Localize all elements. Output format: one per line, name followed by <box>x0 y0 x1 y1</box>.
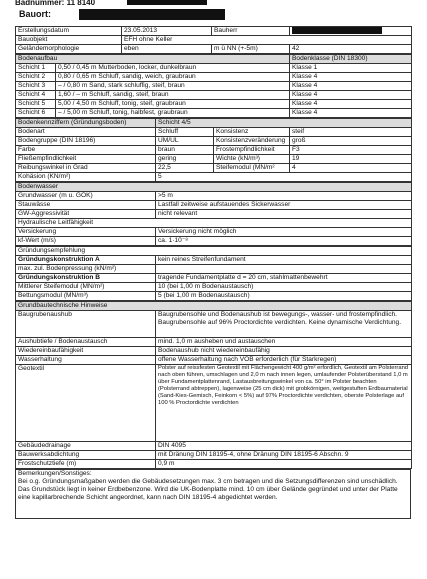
bemerkungen-cell <box>16 470 411 519</box>
kennziffer-label: Konsistenz <box>214 128 290 137</box>
kennziffer-value: Schluff <box>156 128 214 137</box>
kennziffer-label: Bodenart <box>16 128 156 137</box>
baugrube-label: Baugrubenaushub <box>16 311 156 338</box>
schicht-label: Schicht 3 <box>16 82 56 91</box>
erstellungsdatum-value: 23.05.2013 <box>122 27 212 36</box>
hinweise-table <box>15 301 412 469</box>
konstB-label: Gründungskonstruktion B <box>16 274 156 283</box>
wasser-label: Versickerung <box>16 228 156 237</box>
kennziffer-row <box>16 128 412 137</box>
kennziffer-row <box>16 164 412 173</box>
konstA-value: kein reines Streifenfundament <box>156 256 412 265</box>
gruendung-table <box>15 246 412 301</box>
schicht-desc: 1,60 / – m Schluff, sandig, steif, braun <box>56 91 290 100</box>
schicht-desc: 0,80 / 0,65 m Schluff, sandig, weich, graubraun <box>56 73 290 82</box>
aushub-label: Aushubtiefe / Bodenaustausch <box>16 338 156 347</box>
redacted-box-top <box>127 0 207 5</box>
wasser-row <box>16 192 412 201</box>
erstellungsdatum-label: Erstellungsdatum <box>16 27 122 36</box>
schicht-row <box>16 73 412 82</box>
kennziffer-label: Wichte (kN/m³) <box>214 155 290 164</box>
kennziffer-row <box>16 146 412 155</box>
nn-label: m ü NN (+-5m) <box>212 45 290 54</box>
kennziffer-label: Bodengruppe (DIN 18196) <box>16 137 156 146</box>
schicht-desc: 5,00 / 4,50 m Schluff, tonig, steif, graubraun <box>56 100 290 109</box>
gelaende-value: eben <box>122 45 212 54</box>
wasser-value: >5 m <box>156 192 412 201</box>
kennziffer-value: groß <box>290 137 412 146</box>
bodenklasse-title: Bodenklasse (DIN 18300) <box>290 55 412 64</box>
kennziffer-value: 5 <box>156 173 412 182</box>
kennziffer-label: Steifemodul (MN/m² <box>214 164 290 173</box>
wasser-label: Hydraulische Leitfähigkeit <box>16 219 412 228</box>
report-header <box>15 0 411 26</box>
kennziffer-value: braun <box>156 146 214 155</box>
schicht-klasse: Klasse 4 <box>290 73 412 82</box>
baugrube-value: Baugrubensohle und Bodenaushub ist bewegungs-, wasser- und frostempfindlich. Baugrubensohle auf 96% Proctordichte verdichten. Keine dynamische Verdichtung. <box>156 311 412 338</box>
konstB-value: tragende Fundamentplatte d = 20 cm, stahlmattenbewehrt <box>156 274 412 283</box>
kennziffer-label: Reibungswinkel in Grad <box>16 164 156 173</box>
kennziffer-value: 4 <box>290 164 412 173</box>
kennziffer-value: steif <box>290 128 412 137</box>
kennziffer-label: Konsistenzveränderung <box>214 137 290 146</box>
redacted-bauort <box>79 9 225 20</box>
bauherr-label: Bauherr <box>212 27 290 36</box>
drainage-label: Gebäudedrainage <box>16 442 156 451</box>
bodenwasser-table <box>15 182 412 246</box>
meta-table <box>15 26 412 54</box>
schicht-klasse: Klasse 4 <box>290 109 412 118</box>
bemerkungen-text: Bei o.g. Gründungsmaßgaben werden die Gebäudesetzungen max. 3 cm betragen und die Setzungsdifferenzen sind unschädlich. Das Grundstück liegt in keiner Erdbebenzone. Wird die UK-Bodenplatte mind. 10 cm über Gelände gegründet und unter der Platte eine kapillarbrechende Schicht angeordnet, kann nach DIN 18195-4 abgedichtet werden. <box>18 478 398 502</box>
schicht-row <box>16 82 412 91</box>
wasser-row <box>16 237 412 246</box>
nn-value: 42 <box>290 45 412 54</box>
konstA-label: Gründungskonstruktion A <box>16 256 156 265</box>
kennziffer-value: 19 <box>290 155 412 164</box>
kennziffer-row <box>16 155 412 164</box>
bodenwasser-title: Bodenwasser <box>16 183 412 192</box>
wasserhaltung-value: offene Wasserhaltung nach VOB erforderlich (für Starkregen) <box>156 356 412 365</box>
bodenaufbau-title: Bodenaufbau <box>16 55 290 64</box>
redacted-bauherr <box>292 27 382 34</box>
report-page <box>15 0 411 519</box>
kennziffer-row <box>16 137 412 146</box>
kennziffern-schicht: Schicht 4/5 <box>156 119 412 128</box>
wasser-label: GW-Aggressivität <box>16 210 156 219</box>
kennziffern-title: Bodenkennziffern (Gründungsboden) <box>16 119 156 128</box>
bettung-value: 5 (bei 1,00 m Bodenaustausch) <box>156 292 412 301</box>
wasser-value: Versickerung nicht möglich <box>156 228 412 237</box>
wasser-value: nicht relevant <box>156 210 412 219</box>
bauort-label: Bauort: <box>19 9 51 19</box>
wasser-label: Stauwässe <box>16 201 156 210</box>
kennziffer-label: Frostempfindlichkeit <box>214 146 290 155</box>
wasser-value: Lastfall zeitweise aufstauendes Sickerwasser <box>156 201 412 210</box>
gruendung-title: Gründungsempfehlung <box>16 247 412 256</box>
drainage-value: DIN 4095 <box>156 442 412 451</box>
schicht-label: Schicht 4 <box>16 91 56 100</box>
schicht-label: Schicht 5 <box>16 100 56 109</box>
hinweise-title: Grundbautechnische Hinweise <box>16 302 412 311</box>
steifemodul-label: Mittlerer Steifemodul (MN/m²) <box>16 283 156 292</box>
wasser-row <box>16 201 412 210</box>
frost-value: 0,9 m <box>156 460 412 469</box>
schicht-label: Schicht 6 <box>16 109 56 118</box>
wieder-label: Wiedereinbaufähigkeit <box>16 347 156 356</box>
wasser-label: kf-Wert (m/s) <box>16 237 156 246</box>
kennziffer-label: Farbe <box>16 146 156 155</box>
wasser-label: Grundwasser (m u. GOK) <box>16 192 156 201</box>
bemerkungen-table <box>15 469 411 519</box>
kennziffer-label: Fließempfindlichkeit <box>16 155 156 164</box>
schicht-row <box>16 64 412 73</box>
wasser-row <box>16 219 412 228</box>
schicht-row <box>16 91 412 100</box>
wasserhaltung-label: Wasserhaltung <box>16 356 156 365</box>
steifemodul-value: 10 (bei 1,00 m Bodenaustausch) <box>156 283 412 292</box>
wieder-value: Bodenaushub nicht wiedereinbaufähig <box>156 347 412 356</box>
kennziffer-value: 22,5 <box>156 164 214 173</box>
geotextil-label: Geotextil <box>16 365 156 442</box>
schicht-row <box>16 100 412 109</box>
bodenpressung-label: max. zul. Bodenpressung (kN/m²) <box>16 265 156 274</box>
schicht-desc: – / 5,00 m Schluff, tonig, halbfest, graubraun <box>56 109 290 118</box>
kennziffer-value: UM/UL <box>156 137 214 146</box>
bodenaufbau-table <box>15 54 412 118</box>
kennziffer-value: gering <box>156 155 214 164</box>
kennziffer-row <box>16 173 412 182</box>
kennziffern-table <box>15 118 412 182</box>
bettung-label: Bettungsmodul (MN/m³) <box>16 292 156 301</box>
kennziffer-label: Kohäsion (KN/m²) <box>16 173 156 182</box>
schicht-label: Schicht 1 <box>16 64 56 73</box>
schicht-klasse: Klasse 4 <box>290 91 412 100</box>
schicht-desc: 0,50 / 0,45 m Mutterboden, locker, dunkelbraun <box>56 64 290 73</box>
schicht-label: Schicht 2 <box>16 73 56 82</box>
cut-header-line: Badnummer: 11 8140 <box>15 0 96 6</box>
kennziffer-value: F3 <box>290 146 412 155</box>
wasser-row <box>16 228 412 237</box>
abdichtung-label: Bauwerksabdichtung <box>16 451 156 460</box>
bodenpressung-value <box>156 265 412 274</box>
schicht-desc: – / 0,80 m Sand, stark schluffig, steif, braun <box>56 82 290 91</box>
schicht-klasse: Klasse 4 <box>290 82 412 91</box>
schicht-klasse: Klasse 4 <box>290 100 412 109</box>
bauherr-value <box>290 27 412 36</box>
schicht-row <box>16 109 412 118</box>
bauobjekt-value: EFH ohne Keller <box>122 36 412 45</box>
bemerkungen-title: Bemerkungen/Sonstiges: <box>18 470 92 478</box>
abdichtung-value: mit Dränung DIN 18195-4, ohne Dränung DIN 18195-6 Abschn. 9 <box>156 451 412 460</box>
wasser-value: ca. 1·10⁻⁸ <box>156 237 412 246</box>
aushub-value: mind. 1,0 m ausheben und austauschen <box>156 338 412 347</box>
geotextil-value: Polster auf reissfesten Geotextil mit Flächengewicht 400 g/m² erfordlich, Geotextil am Polsterrand nach oben führen, umschlagen und 2,0 m nach innen legen, umlaufender Polsterüberstand 1,0 m über Fundamentplattenrand, Lastausbreitungswinkel von ca. 50° im Polster beachten (Polsterrand abtreppen), lagenweise (25 cm dick) mit grobkörnigen, weitgestuften Erdbaumaterial (Sand-Kies-Gemisch, Feinkorn < 5%) auf 97% Proctordichte verdichten, oberste Polsterlage auf 100 % Proctordichte verdichten <box>156 365 412 442</box>
wasser-row <box>16 210 412 219</box>
schicht-klasse: Klasse 1 <box>290 64 412 73</box>
bauobjekt-label: Bauobjekt <box>16 36 122 45</box>
gelaende-label: Geländemorphologie <box>16 45 122 54</box>
frost-label: Frostschutztiefe (m) <box>16 460 156 469</box>
